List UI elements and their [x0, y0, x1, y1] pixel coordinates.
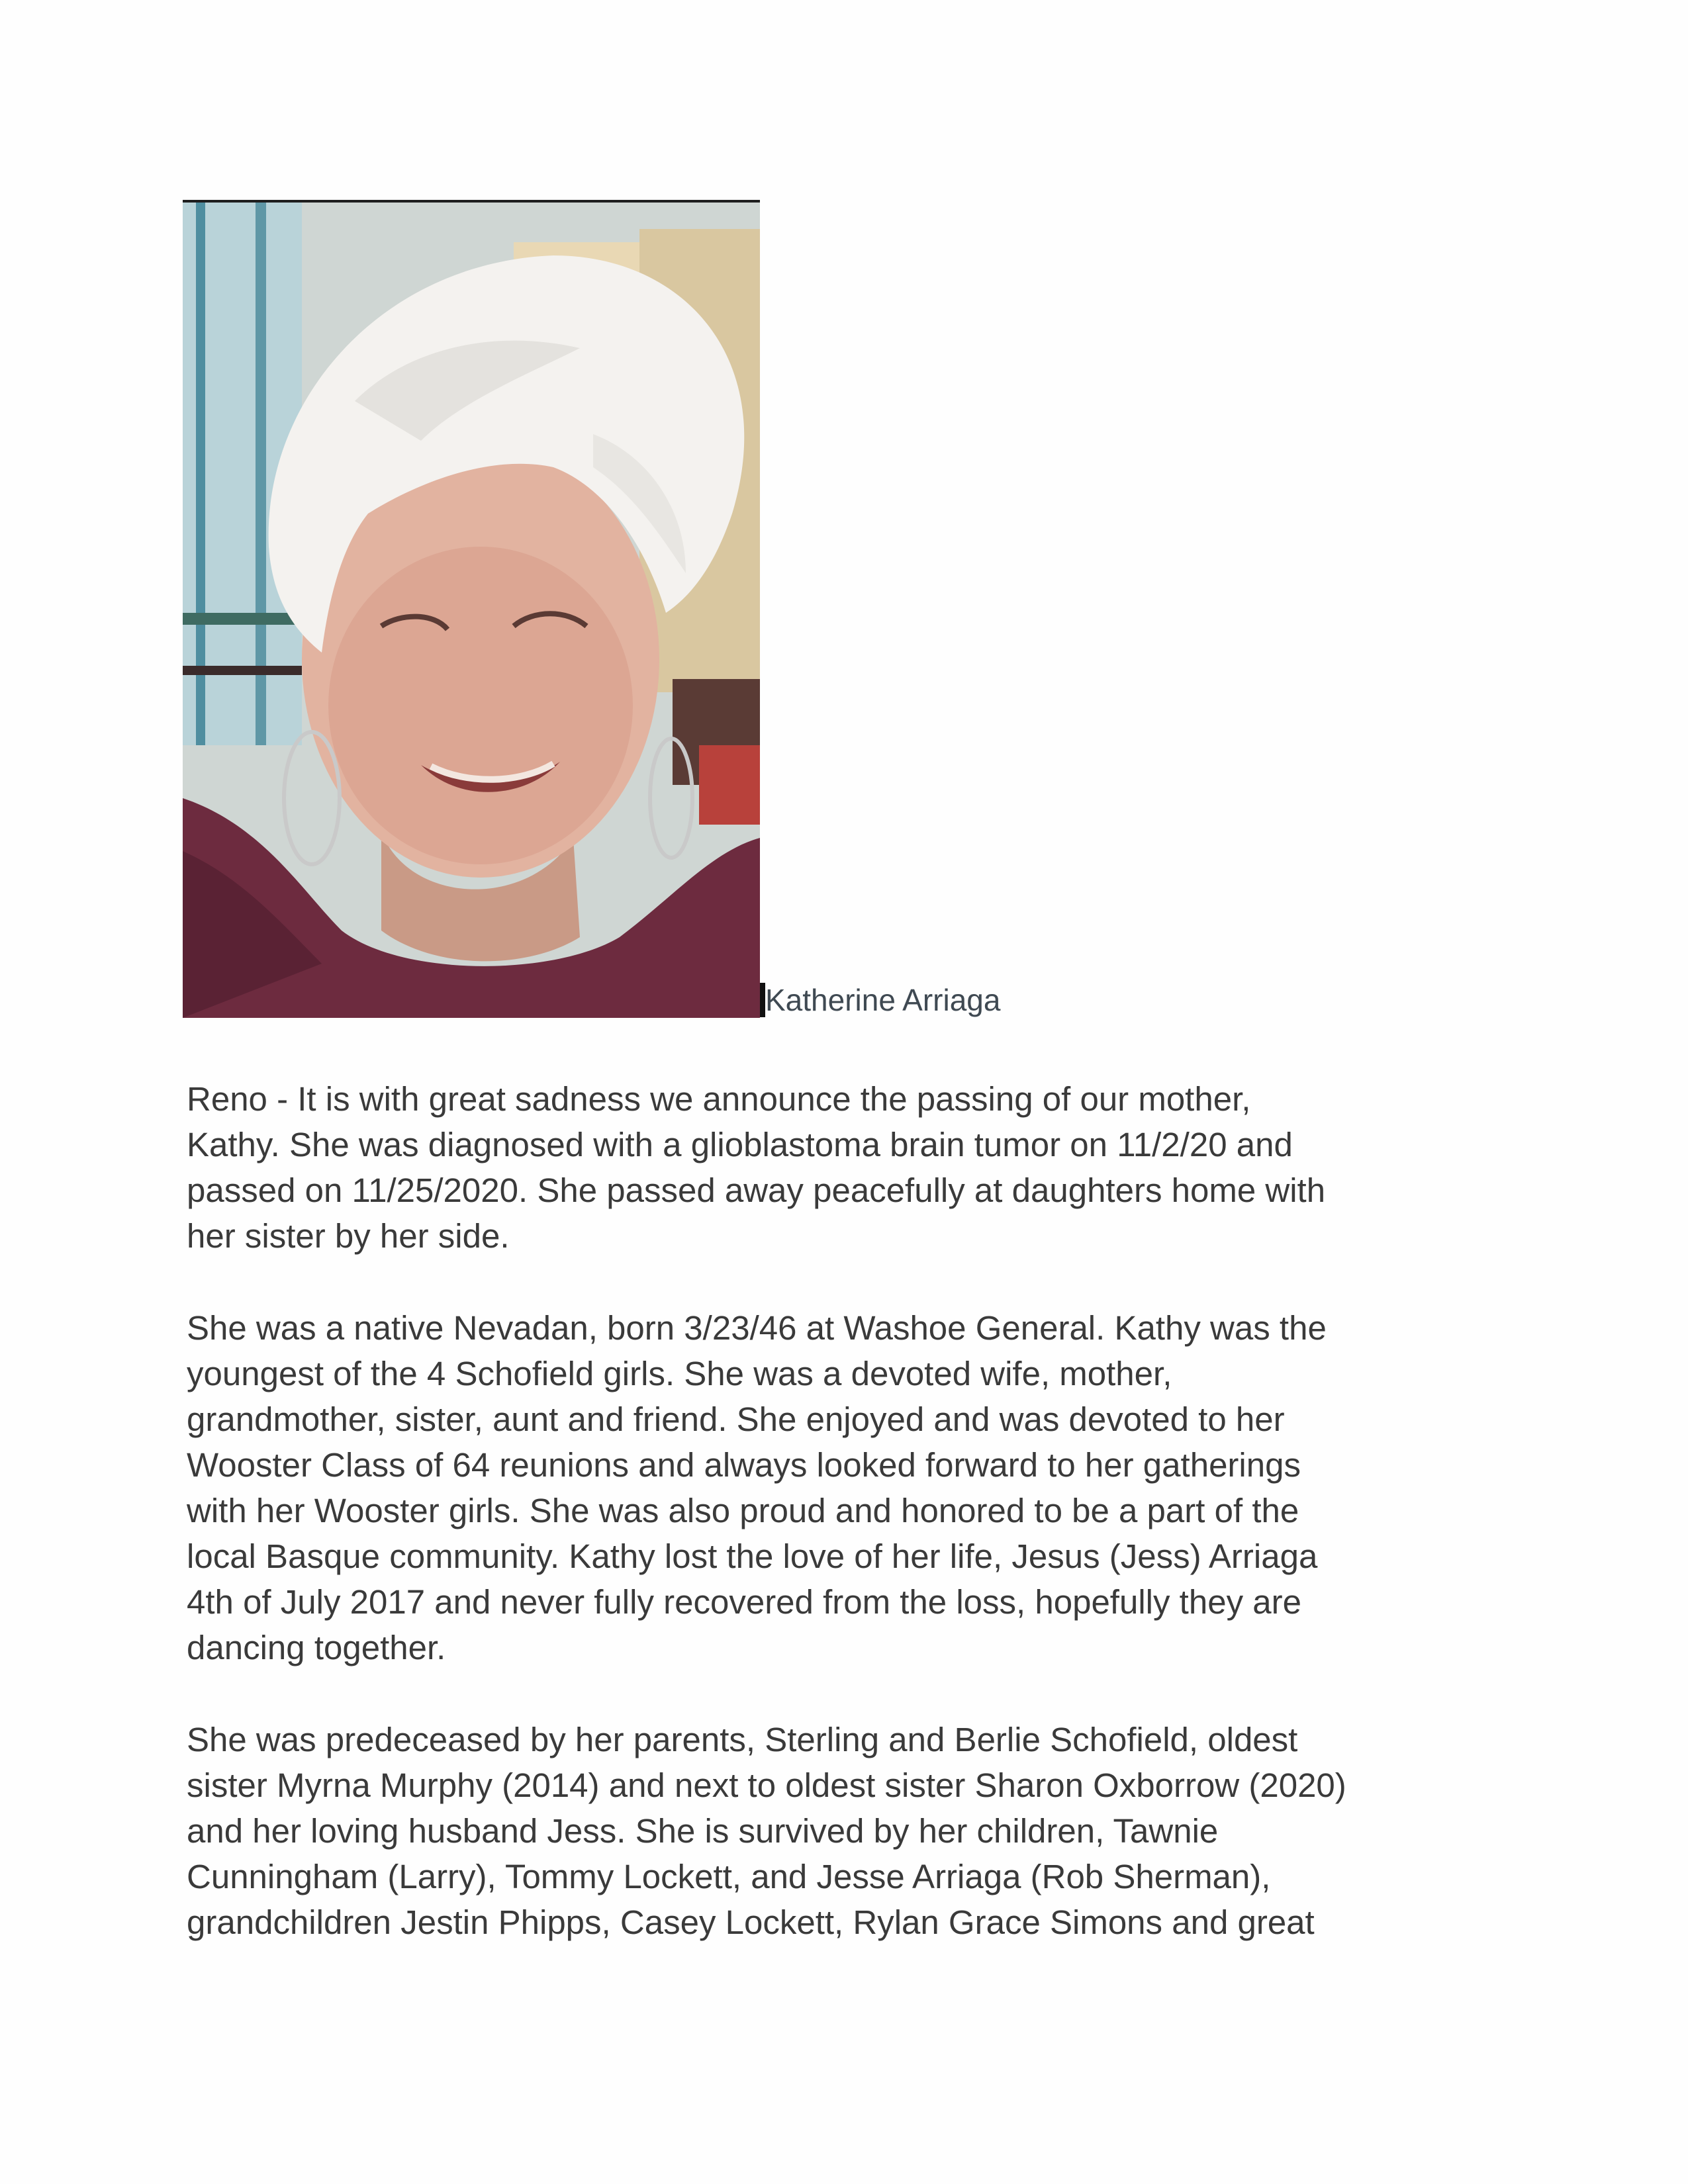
text-line: local Basque community. Kathy lost the love of her life, Jesus (Jess) Arriaga: [187, 1537, 1318, 1575]
text-line: Kathy. She was diagnosed with a glioblastoma brain tumor on 11/2/20 and: [187, 1126, 1293, 1163]
text-line: She was a native Nevadan, born 3/23/46 at Washoe General. Kathy was the: [187, 1309, 1327, 1347]
paragraph-family: [187, 1717, 1497, 1945]
portrait-illustration: [183, 203, 760, 1018]
text-line: her sister by her side.: [187, 1217, 510, 1255]
text-line: passed on 11/25/2020. She passed away peacefully at daughters home with: [187, 1171, 1326, 1209]
text-line: grandchildren Jestin Phipps, Casey Lockett, Rylan Grace Simons and great: [187, 1903, 1315, 1941]
portrait-photo: [183, 203, 760, 1018]
text-line: and her loving husband Jess. She is survived by her children, Tawnie: [187, 1812, 1219, 1850]
paragraph-biography: [187, 1305, 1497, 1670]
text-line: with her Wooster girls. She was also proud and honored to be a part of the: [187, 1492, 1299, 1529]
caption-name: Katherine Arriaga: [765, 983, 1001, 1017]
text-line: Cunningham (Larry), Tommy Lockett, and Jesse Arriaga (Rob Sherman),: [187, 1858, 1271, 1895]
text-line: Wooster Class of 64 reunions and always looked forward to her gatherings: [187, 1446, 1301, 1484]
text-line: She was predeceased by her parents, Sterling and Berlie Schofield, oldest: [187, 1721, 1298, 1758]
text-line: Reno - It is with great sadness we announce the passing of our mother,: [187, 1080, 1251, 1118]
text-line: sister Myrna Murphy (2014) and next to oldest sister Sharon Oxborrow (2020): [187, 1766, 1346, 1804]
photo-caption: [760, 981, 1000, 1019]
text-line: 4th of July 2017 and never fully recovered from the loss, hopefully they are: [187, 1583, 1301, 1621]
text-line: youngest of the 4 Schofield girls. She was a devoted wife, mother,: [187, 1355, 1172, 1392]
paragraph-announcement: [187, 1076, 1497, 1259]
text-line: dancing together.: [187, 1629, 446, 1666]
text-line: grandmother, sister, aunt and friend. She enjoyed and was devoted to her: [187, 1400, 1285, 1438]
obituary-text: [187, 1076, 1497, 1991]
caption-marker: [760, 983, 765, 1017]
